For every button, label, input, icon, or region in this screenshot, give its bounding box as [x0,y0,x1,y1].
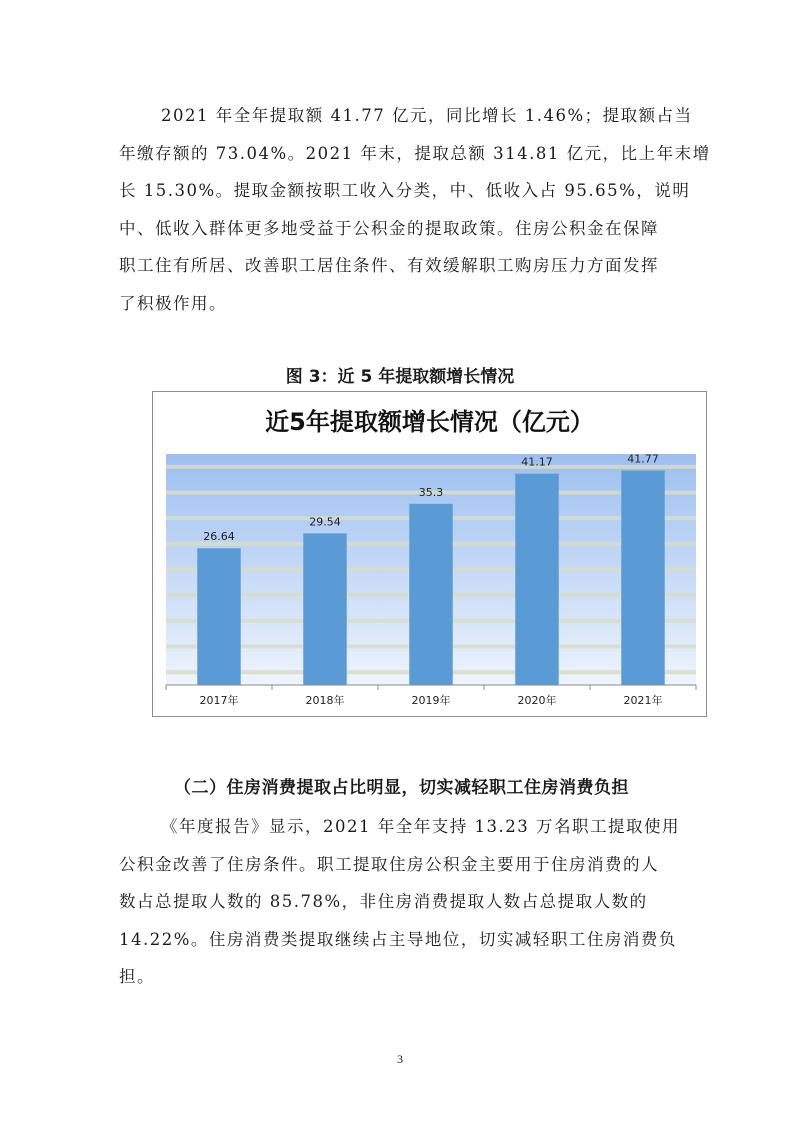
text-line: 职工住有所居、改善职工居住条件、有效缓解职工购房压力方面发挥 [119,256,659,275]
data-label: 41.17 [521,455,553,469]
x-axis-tick-labels [200,693,663,707]
x-tick-label: 2018年 [305,694,345,707]
text-line: 中、低收入群体更多地受益于公积金的提取政策。住房公积金在保障 [119,218,659,238]
text-line: 了积极作用。 [119,293,227,313]
text-line: 公积金改善了住房条件。职工提取住房公积金主要用于住房消费的人 [119,854,659,874]
bar-2018年 [303,533,346,685]
chart-frame [152,391,707,717]
section-heading: （二）住房消费提取占比明显，切实减轻职工住房消费负担 [174,778,629,798]
paragraph-housing-consumption [119,808,689,996]
bar-2017年 [197,548,240,685]
x-tick-label: 2021年 [623,694,663,707]
bar-2019年 [409,504,452,685]
bar-2020年 [515,474,558,685]
paragraph-withdrawal-summary [119,97,711,322]
text-line: 《年度报告》显示，2021 年全年支持 13.23 万名职工提取使用 [161,817,680,836]
bar-chart [153,392,708,718]
chart-title: 近5年提取额增长情况（亿元） [265,408,594,436]
gridline [166,465,696,469]
page-number: 3 [397,1052,403,1066]
data-label: 41.77 [627,452,659,466]
x-axis-ticks [166,685,696,690]
figure-caption: 图 3：近 5 年提取额增长情况 [285,367,515,387]
text-line: 年缴存额的 73.04%。2021 年末，提取总额 314.81 亿元，比上年末增 [119,143,711,163]
data-label: 29.54 [309,515,341,529]
text-line: 担。 [119,967,155,986]
x-tick-label: 2020年 [517,694,557,707]
text-line: 数占总提取人数的 85.78%，非住房消费提取人数占总提取人数的 [119,892,648,911]
data-label: 26.64 [203,530,235,544]
data-label: 35.3 [418,485,444,499]
text-line: 2021 年全年提取额 41.77 亿元，同比增长 1.46%；提取额占当 [161,106,693,125]
x-tick-label: 2019年 [411,694,451,707]
x-tick-label: 2017年 [199,694,239,707]
text-line: 长 15.30%。提取金额按职工收入分类，中、低收入占 95.65%，说明 [119,181,691,200]
bar-2021年 [621,471,664,685]
text-line: 14.22%。住房消费类提取继续占主导地位，切实减轻职工住房消费负 [119,929,677,949]
